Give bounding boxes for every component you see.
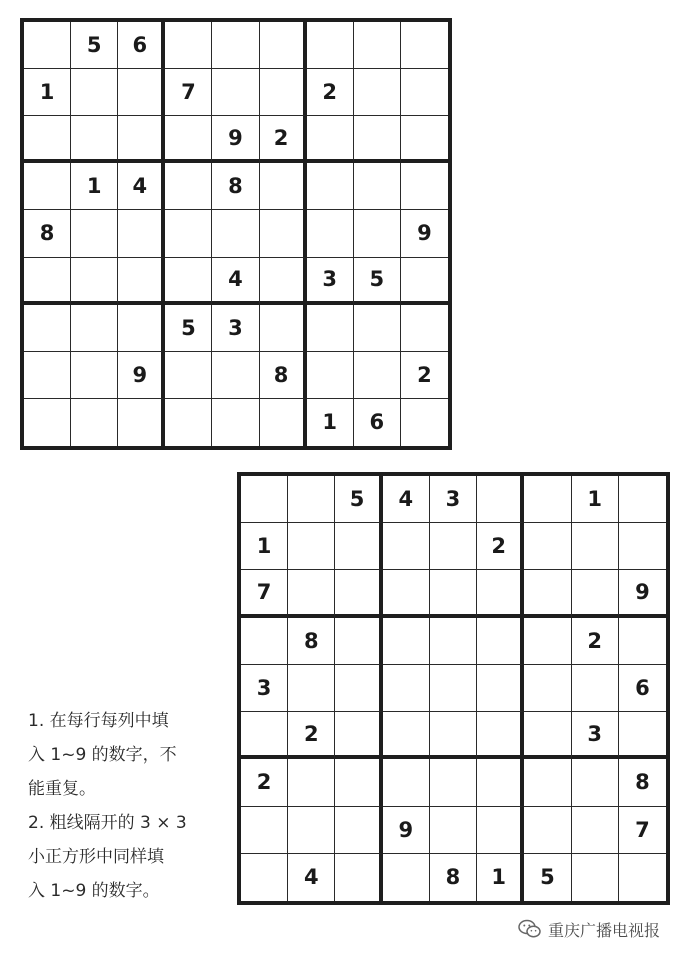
empty-cell[interactable] (71, 69, 118, 116)
given-cell: 4 (288, 854, 335, 901)
given-cell: 7 (619, 807, 666, 854)
empty-cell[interactable] (524, 759, 571, 806)
empty-cell[interactable] (354, 210, 401, 257)
empty-cell[interactable] (430, 618, 477, 665)
empty-cell[interactable] (572, 807, 619, 854)
given-cell: 1 (572, 476, 619, 523)
empty-cell[interactable] (430, 712, 477, 759)
given-cell: 8 (430, 854, 477, 901)
given-cell: 8 (619, 759, 666, 806)
empty-cell[interactable] (307, 22, 354, 69)
given-cell: 5 (335, 476, 382, 523)
empty-cell[interactable] (212, 69, 259, 116)
empty-cell[interactable] (212, 399, 259, 446)
given-cell: 9 (619, 570, 666, 617)
empty-cell[interactable] (401, 305, 448, 352)
given-cell: 3 (241, 665, 288, 712)
instruction-line: 入 1~9 的数字，不 (28, 745, 177, 765)
empty-cell[interactable] (524, 665, 571, 712)
empty-cell[interactable] (165, 258, 212, 305)
empty-cell[interactable] (307, 305, 354, 352)
empty-cell[interactable] (118, 69, 165, 116)
given-cell: 6 (619, 665, 666, 712)
empty-cell[interactable] (477, 712, 524, 759)
given-cell: 6 (118, 22, 165, 69)
empty-cell[interactable] (430, 523, 477, 570)
empty-cell[interactable] (619, 712, 666, 759)
empty-cell[interactable] (401, 116, 448, 163)
empty-cell[interactable] (307, 116, 354, 163)
given-cell: 3 (572, 712, 619, 759)
empty-cell[interactable] (430, 665, 477, 712)
empty-cell[interactable] (383, 570, 430, 617)
empty-cell[interactable] (24, 22, 71, 69)
given-cell: 4 (212, 258, 259, 305)
empty-cell[interactable] (24, 163, 71, 210)
given-cell: 5 (354, 258, 401, 305)
empty-cell[interactable] (572, 854, 619, 901)
empty-cell[interactable] (241, 854, 288, 901)
given-cell: 1 (477, 854, 524, 901)
empty-cell[interactable] (383, 759, 430, 806)
empty-cell[interactable] (165, 210, 212, 257)
empty-cell[interactable] (572, 523, 619, 570)
empty-cell[interactable] (118, 399, 165, 446)
empty-cell[interactable] (165, 116, 212, 163)
empty-cell[interactable] (401, 22, 448, 69)
instruction-line: 1. 在每行每列中填 (28, 711, 169, 731)
empty-cell[interactable] (477, 618, 524, 665)
given-cell: 2 (401, 352, 448, 399)
empty-cell[interactable] (383, 618, 430, 665)
given-cell: 2 (260, 116, 307, 163)
empty-cell[interactable] (241, 476, 288, 523)
sudoku-grid-2 (237, 472, 670, 905)
empty-cell[interactable] (619, 523, 666, 570)
empty-cell[interactable] (354, 163, 401, 210)
given-cell: 9 (401, 210, 448, 257)
empty-cell[interactable] (477, 476, 524, 523)
empty-cell[interactable] (619, 476, 666, 523)
empty-cell[interactable] (71, 352, 118, 399)
empty-cell[interactable] (165, 163, 212, 210)
empty-cell[interactable] (354, 352, 401, 399)
given-cell: 9 (118, 352, 165, 399)
given-cell: 2 (477, 523, 524, 570)
empty-cell[interactable] (288, 523, 335, 570)
empty-cell[interactable] (241, 618, 288, 665)
empty-cell[interactable] (524, 618, 571, 665)
empty-cell[interactable] (335, 807, 382, 854)
empty-cell[interactable] (24, 305, 71, 352)
empty-cell[interactable] (118, 210, 165, 257)
empty-cell[interactable] (524, 712, 571, 759)
given-cell: 2 (288, 712, 335, 759)
empty-cell[interactable] (71, 399, 118, 446)
given-cell: 9 (212, 116, 259, 163)
empty-cell[interactable] (118, 116, 165, 163)
empty-cell[interactable] (260, 69, 307, 116)
empty-cell[interactable] (430, 570, 477, 617)
empty-cell[interactable] (288, 570, 335, 617)
empty-cell[interactable] (383, 665, 430, 712)
given-cell: 2 (307, 69, 354, 116)
given-cell: 5 (165, 305, 212, 352)
given-cell: 5 (524, 854, 571, 901)
empty-cell[interactable] (619, 618, 666, 665)
empty-cell[interactable] (212, 352, 259, 399)
given-cell: 4 (118, 163, 165, 210)
instruction-line: 入 1~9 的数字。 (28, 881, 160, 901)
empty-cell[interactable] (165, 352, 212, 399)
empty-cell[interactable] (71, 210, 118, 257)
empty-cell[interactable] (288, 759, 335, 806)
given-cell: 2 (241, 759, 288, 806)
empty-cell[interactable] (71, 305, 118, 352)
empty-cell[interactable] (307, 352, 354, 399)
empty-cell[interactable] (335, 712, 382, 759)
given-cell: 3 (430, 476, 477, 523)
empty-cell[interactable] (241, 807, 288, 854)
empty-cell[interactable] (354, 22, 401, 69)
empty-cell[interactable] (288, 807, 335, 854)
given-cell: 7 (241, 570, 288, 617)
empty-cell[interactable] (477, 807, 524, 854)
empty-cell[interactable] (572, 570, 619, 617)
given-cell: 4 (383, 476, 430, 523)
empty-cell[interactable] (212, 210, 259, 257)
empty-cell[interactable] (24, 399, 71, 446)
empty-cell[interactable] (383, 523, 430, 570)
given-cell: 8 (260, 352, 307, 399)
watermark (518, 916, 660, 942)
empty-cell[interactable] (260, 163, 307, 210)
empty-cell[interactable] (572, 665, 619, 712)
empty-cell[interactable] (335, 523, 382, 570)
empty-cell[interactable] (477, 759, 524, 806)
empty-cell[interactable] (524, 523, 571, 570)
empty-cell[interactable] (24, 352, 71, 399)
given-cell: 1 (71, 163, 118, 210)
empty-cell[interactable] (401, 399, 448, 446)
empty-cell[interactable] (383, 712, 430, 759)
empty-cell[interactable] (524, 807, 571, 854)
given-cell: 3 (307, 258, 354, 305)
given-cell: 8 (212, 163, 259, 210)
empty-cell[interactable] (260, 399, 307, 446)
empty-cell[interactable] (118, 258, 165, 305)
instruction-line: 2. 粗线隔开的 3 × 3 (28, 813, 187, 833)
empty-cell[interactable] (354, 305, 401, 352)
empty-cell[interactable] (524, 570, 571, 617)
empty-cell[interactable] (307, 210, 354, 257)
empty-cell[interactable] (212, 22, 259, 69)
empty-cell[interactable] (71, 258, 118, 305)
empty-cell[interactable] (288, 476, 335, 523)
empty-cell[interactable] (430, 759, 477, 806)
instruction-line: 小正方形中同样填 (28, 847, 164, 867)
empty-cell[interactable] (24, 116, 71, 163)
empty-cell[interactable] (335, 570, 382, 617)
empty-cell[interactable] (165, 22, 212, 69)
instructions (28, 704, 228, 908)
empty-cell[interactable] (165, 399, 212, 446)
empty-cell[interactable] (307, 163, 354, 210)
empty-cell[interactable] (383, 854, 430, 901)
empty-cell[interactable] (118, 305, 165, 352)
given-cell: 1 (241, 523, 288, 570)
empty-cell[interactable] (241, 712, 288, 759)
given-cell: 7 (165, 69, 212, 116)
given-cell: 9 (383, 807, 430, 854)
empty-cell[interactable] (619, 854, 666, 901)
empty-cell[interactable] (335, 759, 382, 806)
empty-cell[interactable] (335, 854, 382, 901)
empty-cell[interactable] (260, 305, 307, 352)
given-cell: 1 (24, 69, 71, 116)
empty-cell[interactable] (288, 665, 335, 712)
empty-cell[interactable] (572, 759, 619, 806)
given-cell: 8 (24, 210, 71, 257)
empty-cell[interactable] (260, 22, 307, 69)
empty-cell[interactable] (477, 570, 524, 617)
given-cell: 6 (354, 399, 401, 446)
empty-cell[interactable] (71, 116, 118, 163)
empty-cell[interactable] (24, 258, 71, 305)
empty-cell[interactable] (354, 69, 401, 116)
empty-cell[interactable] (335, 618, 382, 665)
empty-cell[interactable] (430, 807, 477, 854)
wechat-icon (518, 919, 542, 939)
empty-cell[interactable] (354, 116, 401, 163)
sudoku-grid-1 (20, 18, 452, 450)
empty-cell[interactable] (260, 258, 307, 305)
given-cell: 1 (307, 399, 354, 446)
given-cell: 8 (288, 618, 335, 665)
empty-cell[interactable] (401, 163, 448, 210)
given-cell: 2 (572, 618, 619, 665)
empty-cell[interactable] (477, 665, 524, 712)
empty-cell[interactable] (524, 476, 571, 523)
given-cell: 5 (71, 22, 118, 69)
instruction-line: 能重复。 (28, 779, 96, 799)
empty-cell[interactable] (335, 665, 382, 712)
empty-cell[interactable] (401, 69, 448, 116)
watermark-text: 重庆广播电视报 (548, 920, 661, 940)
empty-cell[interactable] (260, 210, 307, 257)
given-cell: 3 (212, 305, 259, 352)
empty-cell[interactable] (401, 258, 448, 305)
